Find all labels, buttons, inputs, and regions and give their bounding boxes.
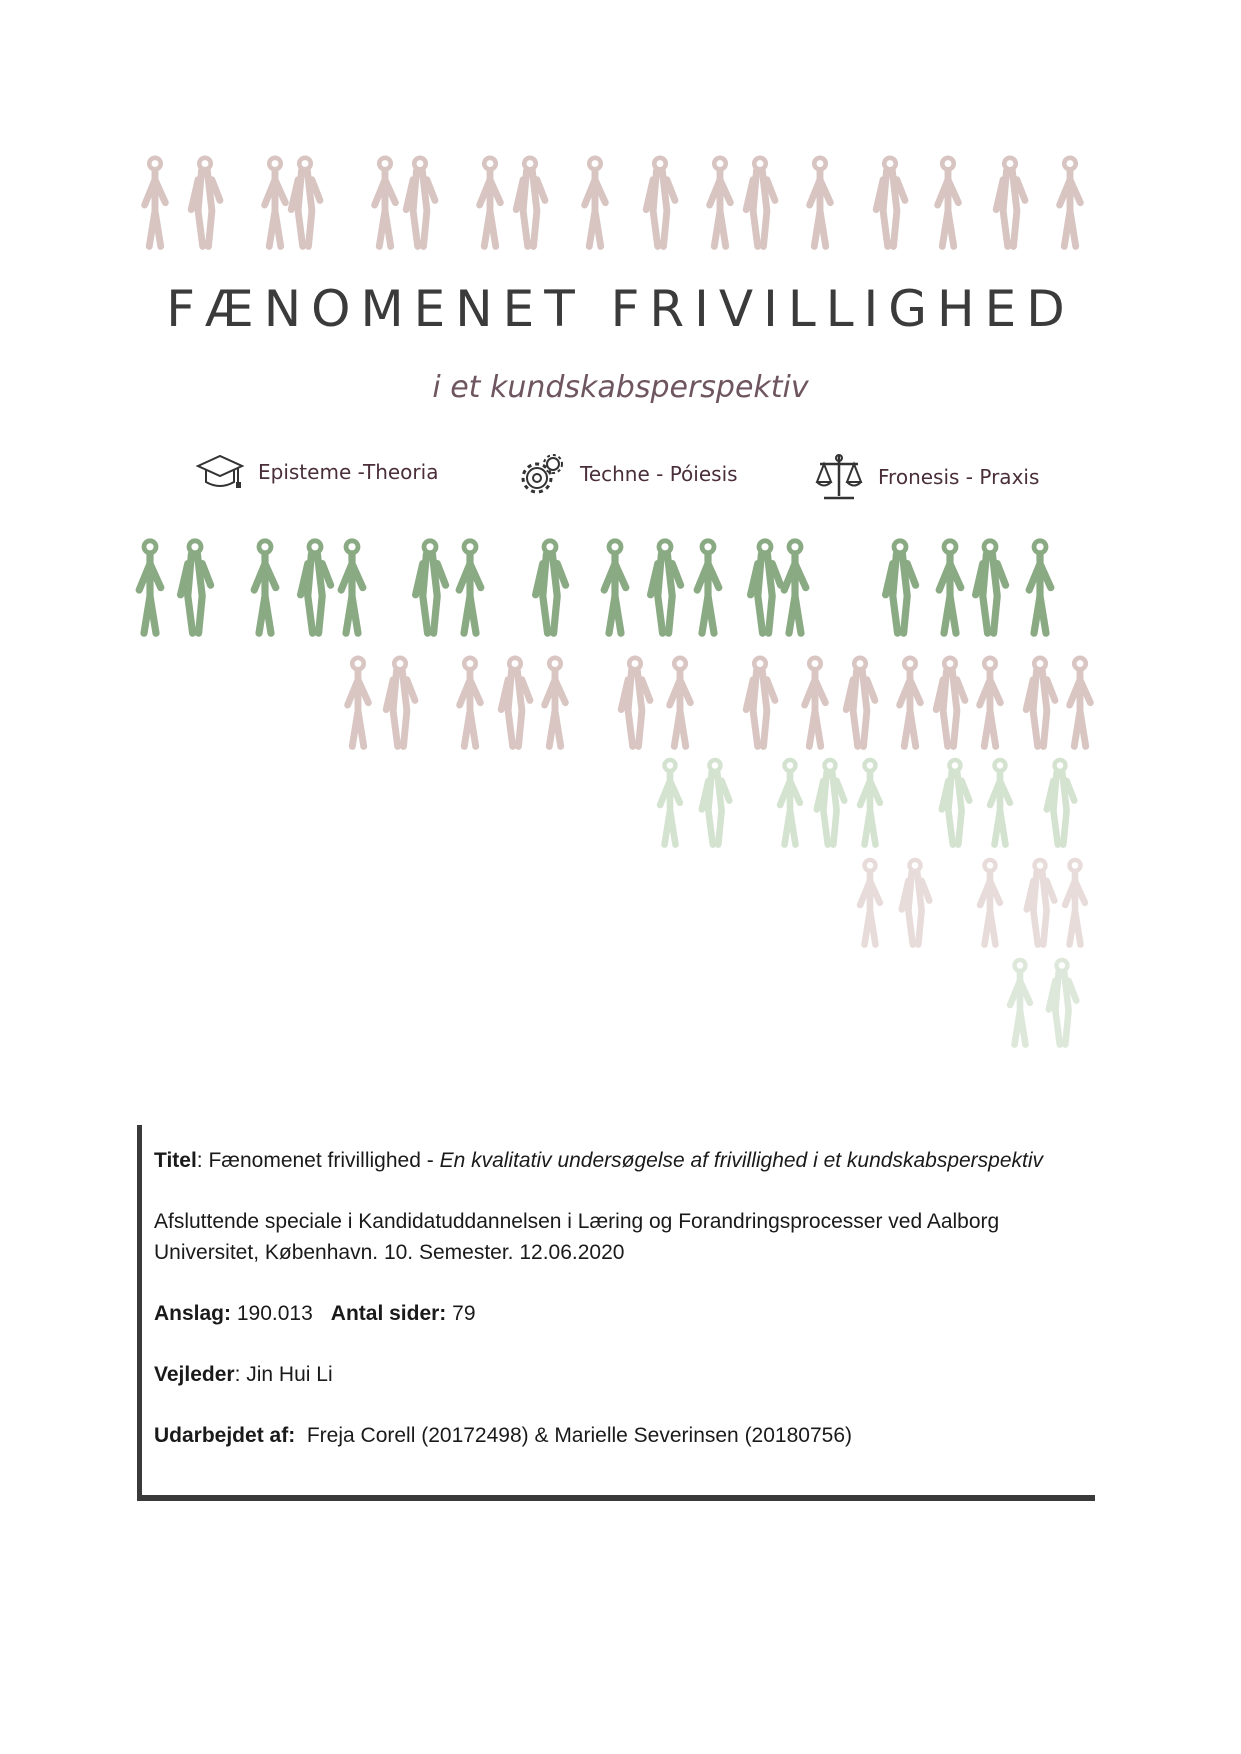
person-figure: [301, 541, 331, 633]
pillars-row: [0, 452, 1241, 502]
person-figure: [1065, 860, 1085, 945]
info-title-label: Titel: [154, 1149, 197, 1172]
person-figure: [181, 541, 211, 633]
pillar-label: Fronesis - Praxis: [878, 465, 1040, 489]
sider-label: Antal sider:: [330, 1302, 447, 1325]
person-figure: [139, 541, 161, 633]
person-figure: [1060, 158, 1081, 247]
person-figure: [936, 658, 965, 747]
page-title: FÆNOMENET FRIVILLIGHED: [166, 280, 1075, 338]
person-figure: [876, 158, 905, 247]
person-figure: [646, 158, 675, 247]
person-figure: [545, 658, 566, 747]
person-figure: [780, 760, 800, 845]
pillar-label: Techne - Póiesis: [580, 462, 738, 486]
person-figure: [291, 158, 320, 247]
person-figure: [1049, 960, 1077, 1045]
people-row-bottom: [1010, 960, 1076, 1045]
person-figure: [939, 541, 961, 633]
person-figure: [386, 658, 415, 747]
person-figure: [751, 541, 781, 633]
person-figure: [191, 158, 220, 247]
info-supervisor-line: Vejleder: Jin Hui Li: [154, 1363, 333, 1386]
person-figure: [702, 760, 730, 845]
person-figure: [460, 658, 481, 747]
person-figure: [746, 158, 775, 247]
person-figure: [1070, 658, 1091, 747]
pillar-episteme: [196, 452, 438, 492]
people-row-mauve: [348, 658, 1091, 747]
info-description: Afsluttende speciale i Kandidatuddannelsen i Læring og Forandringsprocesser ved Aalborg Universitet, København. 10. Semester. 12.06.2020: [154, 1210, 1000, 1264]
pillar-label: Episteme -Theoria: [258, 460, 439, 484]
pillar-fronesis: [814, 452, 1039, 502]
person-figure: [697, 541, 719, 633]
person-figure: [938, 158, 959, 247]
person-figure: [459, 541, 481, 633]
sider-value: 79: [452, 1302, 476, 1325]
person-figure: [670, 658, 691, 747]
person-figure: [1047, 760, 1075, 845]
person-figure: [710, 158, 731, 247]
person-figure: [416, 541, 446, 633]
info-title-value: Fænomenet frivillighed -: [208, 1149, 440, 1172]
info-authors-line: [154, 1420, 1095, 1451]
person-figure: [348, 658, 369, 747]
person-figure: [145, 158, 166, 247]
person-figure: [980, 658, 1001, 747]
vejleder-label: Vejleder: [154, 1363, 235, 1386]
person-figure: [817, 760, 845, 845]
info-title-line: Titel: Fænomenet frivillighed - En kvalitativ undersøgelse af frivillighed i et kundskabsperspektiv: [154, 1149, 1044, 1172]
person-figure: [375, 158, 396, 247]
person-figure: [651, 541, 681, 633]
udarbejdet-label: Udarbejdet af:: [154, 1424, 296, 1447]
person-figure: [886, 541, 916, 633]
person-figure: [976, 541, 1006, 633]
person-figure: [1026, 658, 1055, 747]
person-figure: [902, 860, 930, 945]
person-figure: [805, 658, 826, 747]
page-subtitle: i et kundskabsperspektiv: [432, 370, 809, 405]
person-figure: [604, 541, 626, 633]
person-figure: [501, 658, 530, 747]
person-figure: [660, 760, 680, 845]
person-figure: [621, 658, 650, 747]
person-figure: [900, 658, 921, 747]
person-figure: [341, 541, 363, 633]
people-row-lightmauve: [860, 860, 1085, 945]
person-figure: [480, 158, 501, 247]
person-figure: [406, 158, 435, 247]
person-figure: [810, 158, 831, 247]
person-figure: [1027, 860, 1055, 945]
people-row-top: [145, 158, 1081, 247]
people-row-lightgreen: [660, 760, 1074, 845]
person-figure: [942, 760, 970, 845]
person-figure: [265, 158, 286, 247]
person-figure: [1029, 541, 1051, 633]
person-figure: [1010, 960, 1030, 1045]
person-figure: [996, 158, 1025, 247]
person-figure: [536, 541, 566, 633]
person-figure: [784, 541, 806, 633]
person-figure: [746, 658, 775, 747]
info-counts-line: [154, 1298, 1095, 1329]
person-figure: [860, 860, 880, 945]
person-figure: [990, 760, 1010, 845]
graduation-cap-icon: [196, 452, 244, 492]
info-box: [137, 1125, 1095, 1501]
person-figure: [516, 158, 545, 247]
scales-icon: [814, 452, 864, 502]
info-title-italic: En kvalitativ undersøgelse af frivillighed i et kundskabsperspektiv: [439, 1149, 1044, 1172]
person-figure: [846, 658, 875, 747]
anslag-value: 190.013: [236, 1302, 313, 1325]
person-figure: [860, 760, 880, 845]
pillar-techne: [520, 452, 738, 496]
people-row-green: [139, 541, 1051, 633]
gears-icon: [520, 452, 566, 496]
vejleder-value: Jin Hui Li: [246, 1363, 333, 1386]
anslag-label: Anslag:: [154, 1302, 232, 1325]
person-figure: [254, 541, 276, 633]
person-figure: [980, 860, 1000, 945]
udarbejdet-value: Freja Corell (20172498) & Marielle Severinsen (20180756): [306, 1424, 852, 1447]
person-figure: [585, 158, 606, 247]
